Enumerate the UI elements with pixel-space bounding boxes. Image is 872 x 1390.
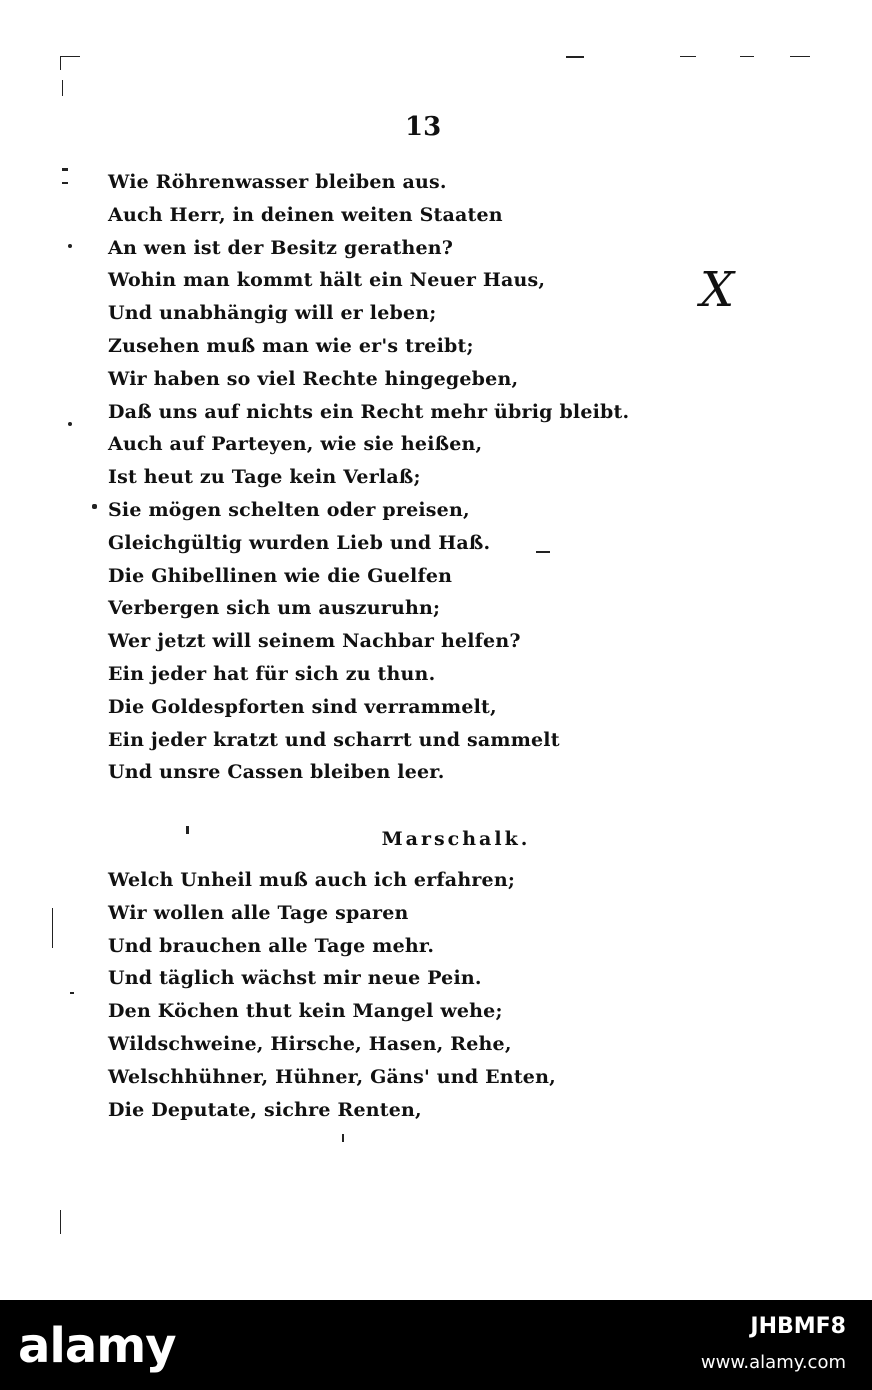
verse-line: Wer jetzt will seinem Nachbar helfen? <box>108 630 521 653</box>
image-id: JHBMF8 <box>750 1314 846 1339</box>
verse-line: Welch Unheil muß auch ich erfahren; <box>108 869 516 891</box>
verse-line: Wie Röhrenwasser bleiben aus. <box>108 171 447 193</box>
verse-line: Zusehen muß man wie er's treibt; <box>108 334 474 357</box>
verse-line: An wen ist der Besitz gerathen? <box>108 236 454 259</box>
scan-mark <box>70 992 74 994</box>
scan-mark <box>62 80 63 96</box>
scan-mark <box>342 1134 344 1142</box>
verse-line: Ein jeder hat für sich zu thun. <box>108 662 436 685</box>
watermark-bar <box>0 1300 872 1390</box>
verse-line: Daß uns auf nichts ein Recht mehr übrig bleibt. <box>108 400 630 423</box>
scan-mark <box>60 1210 61 1234</box>
scan-mark <box>68 244 72 248</box>
scan-mark <box>92 504 97 509</box>
verse-line: Auch auf Parteyen, wie sie heißen, <box>108 433 483 456</box>
verse-line: Verbergen sich um auszuruhn; <box>108 597 441 620</box>
alamy-logo: alamy <box>18 1318 176 1374</box>
verse-line: Und brauchen alle Tage mehr. <box>108 934 435 957</box>
scan-mark <box>680 56 696 57</box>
speaker-heading: Marschalk. <box>381 828 531 850</box>
verse-line: Wildschweine, Hirsche, Hasen, Rehe, <box>108 1032 512 1055</box>
verse-line: Sie mögen schelten oder preisen, <box>108 498 470 521</box>
scan-mark <box>68 422 72 426</box>
verse-line: Den Köchen thut kein Mangel wehe; <box>108 1000 503 1023</box>
scan-mark <box>790 56 810 57</box>
scan-mark <box>566 56 584 58</box>
verse-line: Welschhühner, Hühner, Gäns' und Enten, <box>108 1065 556 1088</box>
verse-line: Die Deputate, sichre Renten, <box>108 1098 422 1121</box>
verse-line: Ein jeder kratzt und scharrt und sammelt <box>108 728 560 751</box>
site-url: www.alamy.com <box>700 1352 846 1373</box>
verse-line: Auch Herr, in deinen weiten Staaten <box>108 203 503 226</box>
verse-line: Wir wollen alle Tage sparen <box>108 901 409 924</box>
handwritten-margin-mark: X <box>700 262 735 318</box>
verse-line: Gleichgültig wurden Lieb und Haß. <box>108 531 491 554</box>
verse-line: Die Goldespforten sind verrammelt, <box>108 695 497 718</box>
scan-mark <box>60 56 80 57</box>
scan-mark <box>62 168 68 171</box>
scan-mark <box>60 56 61 70</box>
scan-mark <box>62 182 68 184</box>
verse-block-2 <box>108 864 556 1126</box>
verse-line: Und unabhängig will er leben; <box>108 302 437 325</box>
verse-line: Wohin man kommt hält ein Neuer Haus, <box>108 269 546 292</box>
scan-mark <box>740 56 754 57</box>
page-number: 13 <box>405 112 442 142</box>
verse-line: Ist heut zu Tage kein Verlaß; <box>108 466 421 489</box>
verse-line: Wir haben so viel Rechte hingegeben, <box>108 367 519 390</box>
verse-line: Und unsre Cassen bleiben leer. <box>108 761 445 784</box>
verse-block-1 <box>108 166 629 789</box>
verse-line: Die Ghibellinen wie die Guelfen <box>108 564 453 587</box>
scan-mark <box>52 908 53 948</box>
verse-line: Und täglich wächst mir neue Pein. <box>108 967 482 990</box>
